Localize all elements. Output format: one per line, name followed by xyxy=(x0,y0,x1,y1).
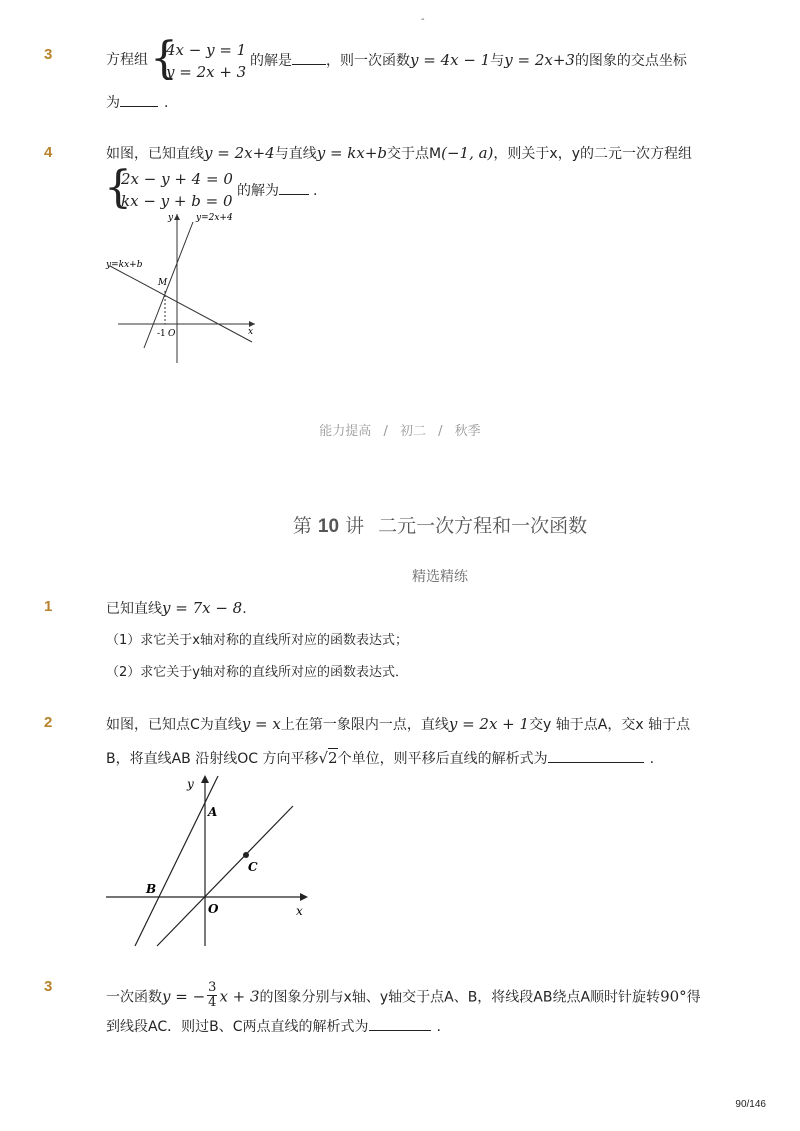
question-number: 3 xyxy=(44,46,53,63)
fraction-numerator: 3 xyxy=(208,980,217,995)
point: (−1, a) xyxy=(441,144,494,162)
p2-graph xyxy=(100,770,315,950)
line-y-kx-b xyxy=(110,266,252,342)
answer-blank[interactable] xyxy=(120,92,158,107)
sqrt-value: 2 xyxy=(328,749,338,767)
answer-blank[interactable] xyxy=(279,180,309,195)
formula: y = − xyxy=(162,987,206,1006)
formula: y = 2x+3 xyxy=(504,51,575,69)
q4-line1: 如图，已知直线y = 2x+4与直线y = kx+b交于点M(−1, a)，则关于x，y的二元一次方程组 xyxy=(106,144,692,162)
question-number: 2 xyxy=(44,714,53,731)
formula: y = kx+b xyxy=(316,144,388,162)
label-neg1: -1 xyxy=(157,329,166,339)
page-number: 90/146 xyxy=(735,1099,766,1110)
q3-system-eq1: 4x − y = 1 xyxy=(166,41,247,59)
breadcrumb-item: 初二 xyxy=(399,424,426,439)
q4-system-eq2: kx − y + b = 0 xyxy=(121,192,233,210)
formula: y = 4x − 1 xyxy=(410,51,491,69)
formula: y = x xyxy=(241,715,281,733)
label-a: A xyxy=(208,805,218,819)
question-number: 4 xyxy=(44,144,53,161)
sqrt-sign: √ xyxy=(318,749,329,767)
page-title: 第 10 讲 二元一次方程和一次函数 xyxy=(292,515,588,537)
label-f2: y=kx+b xyxy=(106,260,143,270)
formula: y = 7x − 8 xyxy=(162,599,243,617)
angle: 90° xyxy=(660,987,687,1006)
q4-line2-rest: 的解为 . xyxy=(237,180,317,201)
p3-line1: 一次函数y = − $\frac{3}{4}$ x + 3的图象分别与x轴、y轴交于点A、B，将线段AB绕点A顺时针旋转90°得 xyxy=(106,980,701,1010)
q3-system-eq2: y = 2x + 3 xyxy=(166,63,247,81)
section-subtitle: 精选精练 xyxy=(412,569,468,585)
system-brace: { xyxy=(150,33,178,84)
label-b: B xyxy=(146,882,157,896)
axis-label-x: x xyxy=(296,904,303,918)
answer-blank[interactable] xyxy=(369,1016,431,1031)
y-axis-arrow xyxy=(201,775,209,783)
formula: y = 2x+4 xyxy=(204,144,275,162)
breadcrumb-separator: / xyxy=(383,424,388,439)
fraction-denominator: 4 xyxy=(208,995,217,1010)
label-origin: O xyxy=(168,329,176,339)
breadcrumb-item: 秋季 xyxy=(454,424,481,439)
formula: y = 2x + 1 xyxy=(448,715,530,733)
fraction xyxy=(207,981,217,1010)
q3-line1-rest: 的解是 ，则一次函数y = 4x − 1与y = 2x+3的图象的交点坐标 xyxy=(250,51,687,69)
label-m: M xyxy=(158,278,168,288)
label-c: C xyxy=(248,860,258,874)
p2-line2: B，将直线AB 沿射线OC 方向平移√2个单位，则平移后直线的解析式为 . xyxy=(106,749,655,767)
axis-label-x: x xyxy=(248,327,254,337)
q4-graph xyxy=(100,208,265,368)
answer-blank[interactable] xyxy=(292,50,326,65)
breadcrumb-item: 能力提高 xyxy=(319,424,372,439)
axis-label-y: y xyxy=(187,777,194,791)
line-y-x xyxy=(157,806,293,946)
question-number: 1 xyxy=(44,598,53,615)
p1-sub1: （1）求它关于x轴对称的直线所对应的函数表达式； xyxy=(106,633,408,648)
breadcrumb xyxy=(0,420,800,439)
y-axis-arrow xyxy=(174,214,180,220)
p1-sub2: （2）求它关于y轴对称的直线所对应的函数表达式． xyxy=(106,665,408,680)
q3-line1 xyxy=(106,50,148,70)
q3-line2: 为 . xyxy=(106,92,168,113)
q4-system-eq1: 2x − y + 4 = 0 xyxy=(121,170,233,188)
label-origin: O xyxy=(208,902,219,916)
axis-label-y: y xyxy=(168,213,174,223)
p1-line1: 已知直线y = 7x − 8. xyxy=(106,599,247,617)
breadcrumb-separator: / xyxy=(438,424,443,439)
top-mark: - xyxy=(421,14,425,25)
p3-line2: 到线段AC．则过B、C两点直线的解析式为 . xyxy=(106,1016,441,1037)
point-c xyxy=(243,852,249,858)
formula: x + 3 xyxy=(219,987,260,1006)
x-axis-arrow xyxy=(300,893,308,901)
q3-prefix: 方程组 xyxy=(106,52,148,68)
p2-line1: 如图，已知点C为直线y = x上在第一象限内一点，直线y = 2x + 1交y 轴于点A，交x 轴于点 xyxy=(106,715,691,733)
question-number: 3 xyxy=(44,978,53,995)
system-brace: { xyxy=(104,162,132,213)
answer-blank[interactable] xyxy=(548,748,644,763)
label-f1: y=2x+4 xyxy=(196,213,233,223)
